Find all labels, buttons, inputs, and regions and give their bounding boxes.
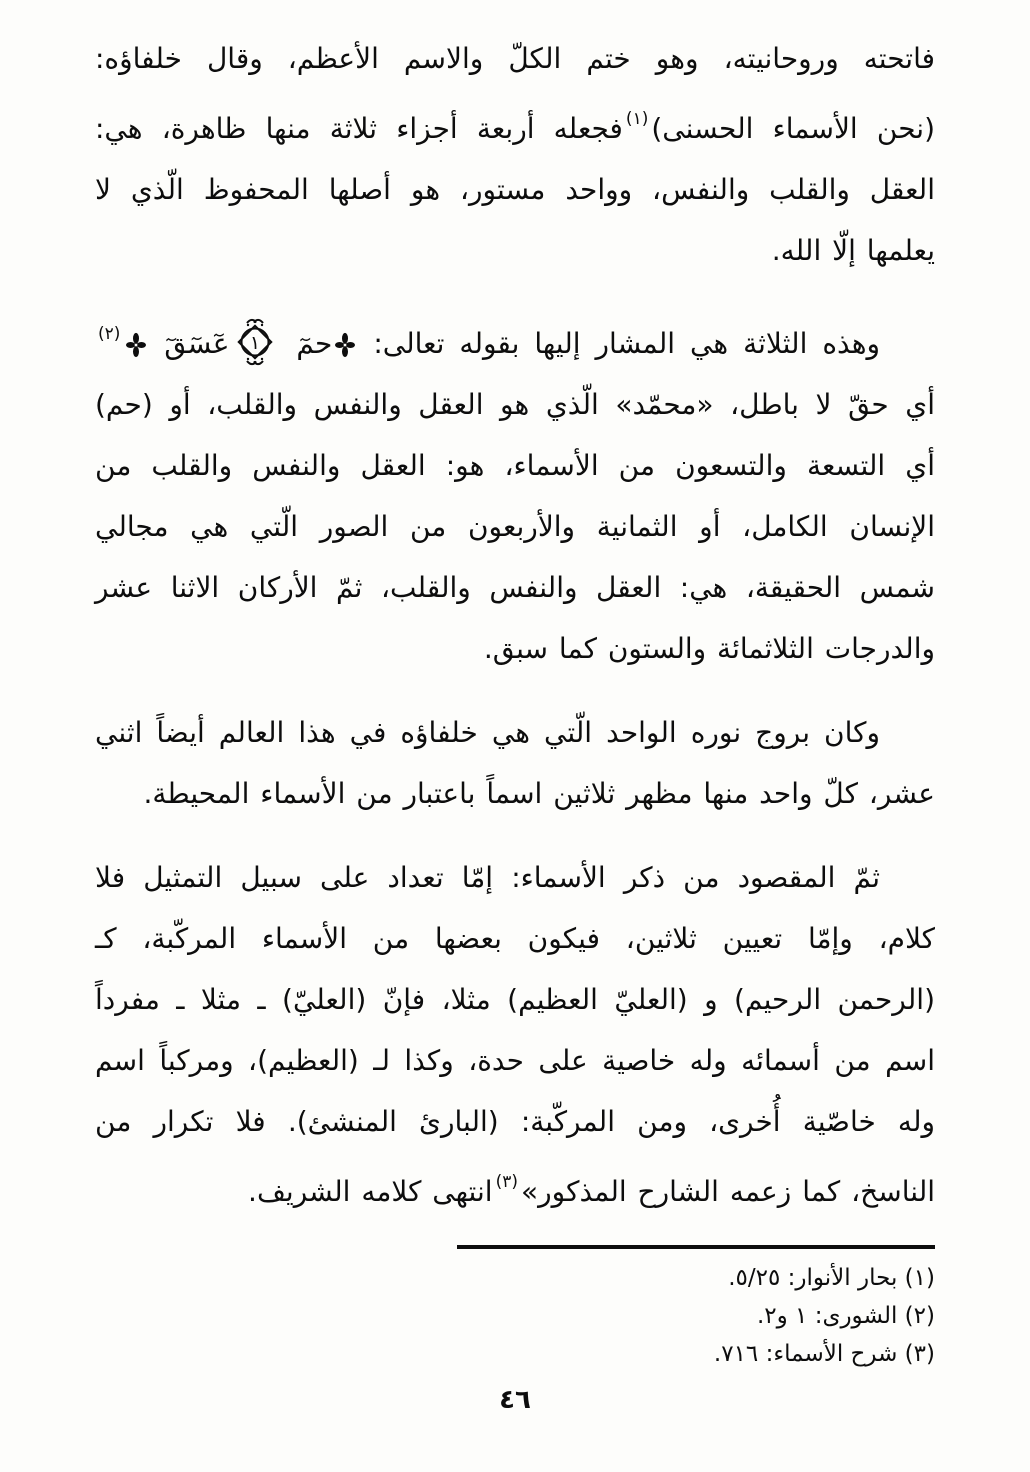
body-line: العقل والقلب والنفس، وواحد مستور، هو أصلها المحفوظ الّذي لا [95, 173, 935, 206]
footnote-ref-1: (١) [625, 109, 649, 129]
paragraph-4 [95, 847, 935, 1222]
body-line: (الرحمن الرحيم) و (العليّ العظيم) مثلا، فإنّ (العليّ) ـ مثلا ـ مفرداً [95, 983, 935, 1016]
quran-word-hamim: حمٓ [296, 327, 333, 360]
body-line: وله خاصّية أُخرى، ومن المركّبة: (البارئ المنشئ). فلا تكرار من [95, 1105, 935, 1138]
footnote-ref-2: (٢) [98, 324, 121, 344]
body-line: الإنسان الكامل، أو الثمانية والأربعون من الصور الّتي هي مجالي [95, 510, 935, 543]
body-line: وكان بروج نوره الواحد الّتي هي خلفاؤه في هذا العالم أيضاً اثني [95, 716, 880, 749]
body-line-verse [95, 304, 935, 374]
ayah-marker-icon [233, 317, 277, 367]
body-line: والدرجات الثلاثمائة والستون كما سبق. [483, 632, 935, 665]
body-text-block [95, 28, 935, 1373]
body-line: عشر، كلّ واحد منها مظهر ثلاثين اسماً باعتبار من الأسماء المحيطة. [143, 777, 935, 810]
body-line: أي حقّ لا باطل، «محمّد» الّذي هو العقل والنفس والقلب، أو (حم) [95, 388, 935, 421]
body-text: وهذه الثلاثة هي المشار إليها بقوله تعالى: [373, 327, 880, 360]
body-text: الناسخ، كما زعمه الشارح المذكور» [521, 1175, 935, 1208]
body-line-with-footnote-ref [95, 1152, 935, 1222]
paragraph-1 [95, 28, 935, 281]
quran-word-ainsinqaf: عٓسٓقٓ [164, 327, 230, 360]
footnote-1: (١) بحار الأنوار: ٥/٢٥. [728, 1265, 935, 1291]
body-line: يعلمها إلّا الله. [771, 234, 935, 267]
body-line: اسم من أسمائه وله خاصية على حدة، وكذا لـ (العظيم)، ومركباً اسم [95, 1044, 935, 1077]
page-number: ٤٦ [499, 1385, 531, 1415]
body-line-with-footnote-ref [95, 89, 935, 159]
body-line: أي التسعة والتسعون من الأسماء، هو: العقل والنفس والقلب من [95, 449, 935, 482]
body-text: (نحن الأسماء الحسنى) [651, 112, 935, 145]
body-text: فجعله أربعة أجزاء ثلاثة منها ظاهرة، هي: [95, 112, 623, 145]
body-line: شمس الحقيقة، هي: العقل والنفس والقلب، ثمّ الأركان الاثنا عشر [95, 571, 935, 604]
paragraph-2 [95, 304, 935, 679]
body-line: ثمّ المقصود من ذكر الأسماء: إمّا تعداد على سبيل التمثيل فلا [95, 861, 880, 894]
footnote-ref-3: (٣) [495, 1172, 518, 1192]
footnote-3: (٣) شرح الأسماء: ٧١٦. [713, 1341, 935, 1367]
ayah-number: ١ [250, 332, 261, 354]
body-text: انتهى كلامه الشريف. [248, 1175, 493, 1208]
footnote-2: (٢) الشورى: ١ و٢. [756, 1303, 935, 1329]
verse-closing-bracket-icon [126, 331, 146, 359]
body-line: كلام، وإمّا تعيين ثلاثين، فيكون بعضها من الأسماء المركّبة، كـ [95, 922, 935, 955]
paragraph-3 [95, 702, 935, 824]
verse-opening-bracket-icon [335, 331, 355, 359]
body-line: فاتحته وروحانيته، وهو ختم الكلّ والاسم الأعظم، وقال خلفاؤه: [95, 42, 935, 75]
footnotes-section [457, 1245, 935, 1373]
